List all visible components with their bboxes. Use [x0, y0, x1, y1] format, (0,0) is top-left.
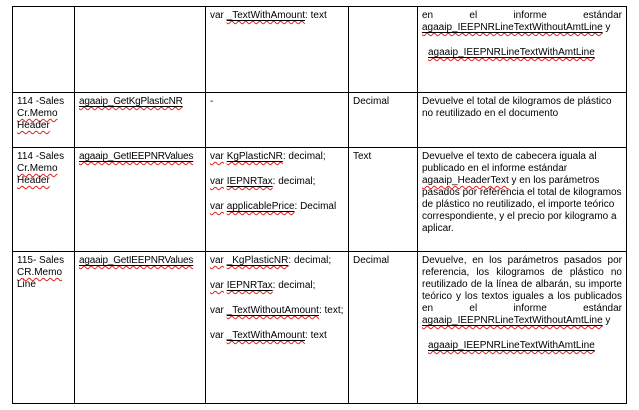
- paragraph: var _TextWithAmount: text: [210, 10, 327, 21]
- table-row: [13, 7, 627, 93]
- text-run: Cr.Memo: [17, 163, 58, 174]
- paragraph: var _TextWithoutAmount: text;: [210, 305, 344, 316]
- return-type-cell: [349, 252, 418, 404]
- text-run: agaaip_HeaderText: [422, 175, 509, 186]
- text-run: agaaip_GetIEEPNRValues: [79, 151, 194, 162]
- return-type-cell: [349, 93, 418, 148]
- object-id-cell: [13, 148, 75, 252]
- parameters-cell: [206, 7, 349, 93]
- table-row: [13, 252, 627, 404]
- paragraph: Text: [353, 151, 372, 162]
- text-run: Header: [17, 175, 50, 186]
- function-name-cell: [75, 148, 206, 252]
- description-cell: [418, 7, 627, 93]
- text-run: _TextWithAmount: [226, 330, 306, 341]
- text-run: agaaip_GetIEEPNRValues: [79, 255, 194, 266]
- paragraph: var _TextWithAmount: text: [210, 330, 327, 341]
- paragraph: var IEPNRTax: decimal;: [210, 280, 316, 291]
- api-functions-table: [12, 6, 627, 404]
- description-cell: [418, 148, 627, 252]
- text-run: var: [210, 176, 224, 187]
- return-type-cell: [349, 7, 418, 93]
- paragraph: -: [210, 96, 214, 107]
- text-run: _KgPlasticNR: [226, 255, 289, 266]
- function-name-cell: [75, 93, 206, 148]
- text-run: var: [210, 280, 224, 291]
- paragraph: 115- Sales CR.Memo Line: [17, 255, 65, 290]
- return-type-cell: [349, 148, 418, 252]
- table-row: [13, 93, 627, 148]
- parameters-cell: [206, 93, 349, 148]
- text-run: Header: [17, 120, 50, 131]
- paragraph: Devuelve el total de kilogramos de plástico no reutilizado en el documento: [422, 96, 612, 119]
- paragraph: en el informe estándar agaaip_IEEPNRLineTextWithoutAmtLine y: [422, 10, 622, 33]
- text-run: agaaip_IEEPNRLineTextWithoutAmtLine: [422, 22, 603, 33]
- text-run: var: [210, 255, 224, 266]
- text-run: var: [210, 151, 224, 162]
- text-run: Cr.Memo: [17, 108, 58, 119]
- paragraph: [79, 151, 201, 163]
- text-run: CR.Memo: [17, 267, 63, 278]
- paragraph: Devuelve el texto de cabecera iguala al publicado en el informe estándar agaaip_HeaderText y en los parámetros pasados por referencia el total de kilogramos de plástico no reutilizado, el importe teórico correspondiente, y el precio por kilogramo a aplicar.: [422, 151, 622, 234]
- paragraph: [79, 255, 201, 267]
- paragraph: var IEPNRTax: decimal;: [210, 176, 316, 187]
- text-run: _TextWithAmount: [226, 10, 306, 21]
- paragraph: var applicablePrice: Decimal: [210, 201, 337, 212]
- paragraph: [422, 47, 622, 59]
- text-run: IEPNRTax: [226, 280, 273, 291]
- paragraph: [422, 340, 622, 352]
- text-run: var: [210, 201, 224, 212]
- text-run: agaaip_GetKgPlasticNR: [79, 96, 183, 107]
- description-cell: [418, 252, 627, 404]
- parameters-cell: [206, 252, 349, 404]
- paragraph: var _KgPlasticNR: decimal;: [210, 255, 332, 266]
- function-name-cell: [75, 7, 206, 93]
- paragraph: 114 -Sales Cr.Memo Header: [17, 151, 65, 186]
- object-id-cell: [13, 93, 75, 148]
- function-name-cell: [75, 252, 206, 404]
- table-row: [13, 148, 627, 252]
- text-run: agaaip_IEEPNRLineTextWithAmtLine: [428, 47, 595, 58]
- text-run: KgPlasticNR: [226, 151, 283, 162]
- paragraph: var KgPlasticNR: decimal;: [210, 151, 326, 162]
- text-run: agaaip_IEEPNRLineTextWithAmtLine: [428, 340, 595, 351]
- text-run: applicablePrice: [226, 201, 295, 212]
- paragraph: [79, 96, 201, 108]
- text-run: IEPNRTax: [226, 176, 273, 187]
- paragraph: Devuelve, en los parámetros pasados por referencia, los kilogramos de plástico no reutilizado de la línea de albarán, su importe teórico y los textos iguales a los publicados en el informe estándar agaaip_IEEPNRLineTextWithoutAmtLine y: [422, 255, 622, 326]
- description-cell: [418, 93, 627, 148]
- object-id-cell: [13, 252, 75, 404]
- paragraph: Decimal: [353, 96, 390, 107]
- paragraph: Decimal: [353, 255, 390, 266]
- text-run: _TextWithoutAmount: [226, 305, 319, 316]
- text-run: agaaip_IEEPNRLineTextWithoutAmtLine: [422, 315, 603, 326]
- paragraph: 114 -Sales Cr.Memo Header: [17, 96, 65, 131]
- parameters-cell: [206, 148, 349, 252]
- object-id-cell: [13, 7, 75, 93]
